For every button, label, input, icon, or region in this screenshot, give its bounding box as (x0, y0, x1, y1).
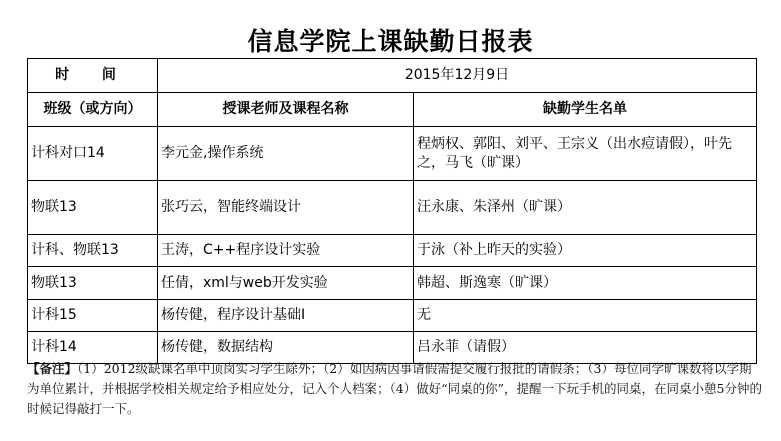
teacher-course-cell: 李元金,操作系统 (158, 127, 414, 181)
date-row (28, 59, 757, 93)
absence-report-table (27, 58, 757, 364)
notes-label: 【备注】 (27, 361, 78, 376)
notes-text: （1）2012级缺课名单中顶岗实习学生除外；（2）如因病因事请假需提交履行报批的请假条；（3）每位同学旷课数将以学期为单位累计，并根据学校相关规定给予相应处分，记入个人档案；（4）做好“同桌的你”，提醒一下玩手机的同桌，在同桌小憩5分钟的时候记得敲打一下。 (27, 361, 762, 416)
class-cell: 物联13 (28, 181, 158, 235)
teacher-course-cell: 任倩，xml与web开发实验 (158, 267, 414, 300)
class-cell: 计科对口14 (28, 127, 158, 181)
table-row (28, 181, 757, 235)
table-row (28, 267, 757, 300)
table-row (28, 235, 757, 267)
class-cell: 物联13 (28, 267, 158, 300)
date-cell: 2015年12月9日 (158, 59, 757, 93)
header-row (28, 93, 757, 127)
absent-cell: 无 (414, 300, 757, 332)
absent-cell: 韩超、斯逸寒（旷课） (414, 267, 757, 300)
absent-cell: 吕永菲（请假） (414, 332, 757, 364)
absent-cell: 程炳权、郭阳、刘平、王宗义（出水痘请假），叶先之，马飞（旷课） (414, 127, 757, 181)
teacher-course-cell: 杨传健，数据结构 (158, 332, 414, 364)
teacher-course-cell: 张巧云，智能终端设计 (158, 181, 414, 235)
report-title: 信息学院上课缺勤日报表 (247, 27, 534, 56)
absent-cell: 于泳（补上昨天的实验） (414, 235, 757, 267)
teacher-course-cell: 王涛，C++程序设计实验 (158, 235, 414, 267)
table-row (28, 127, 757, 181)
time-label-cell: 时 间 (28, 59, 158, 93)
header-class: 班级（或方向） (28, 93, 158, 127)
class-cell: 计科15 (28, 300, 158, 332)
class-cell: 计科、物联13 (28, 235, 158, 267)
absent-cell: 汪永康、朱泽州（旷课） (414, 181, 757, 235)
header-absent: 缺勤学生名单 (414, 93, 757, 127)
class-cell: 计科14 (28, 332, 158, 364)
notes-section (27, 359, 762, 419)
header-teacher-course: 授课老师及课程名称 (158, 93, 414, 127)
table-row (28, 300, 757, 332)
teacher-course-cell: 杨传健，程序设计基础I (158, 300, 414, 332)
